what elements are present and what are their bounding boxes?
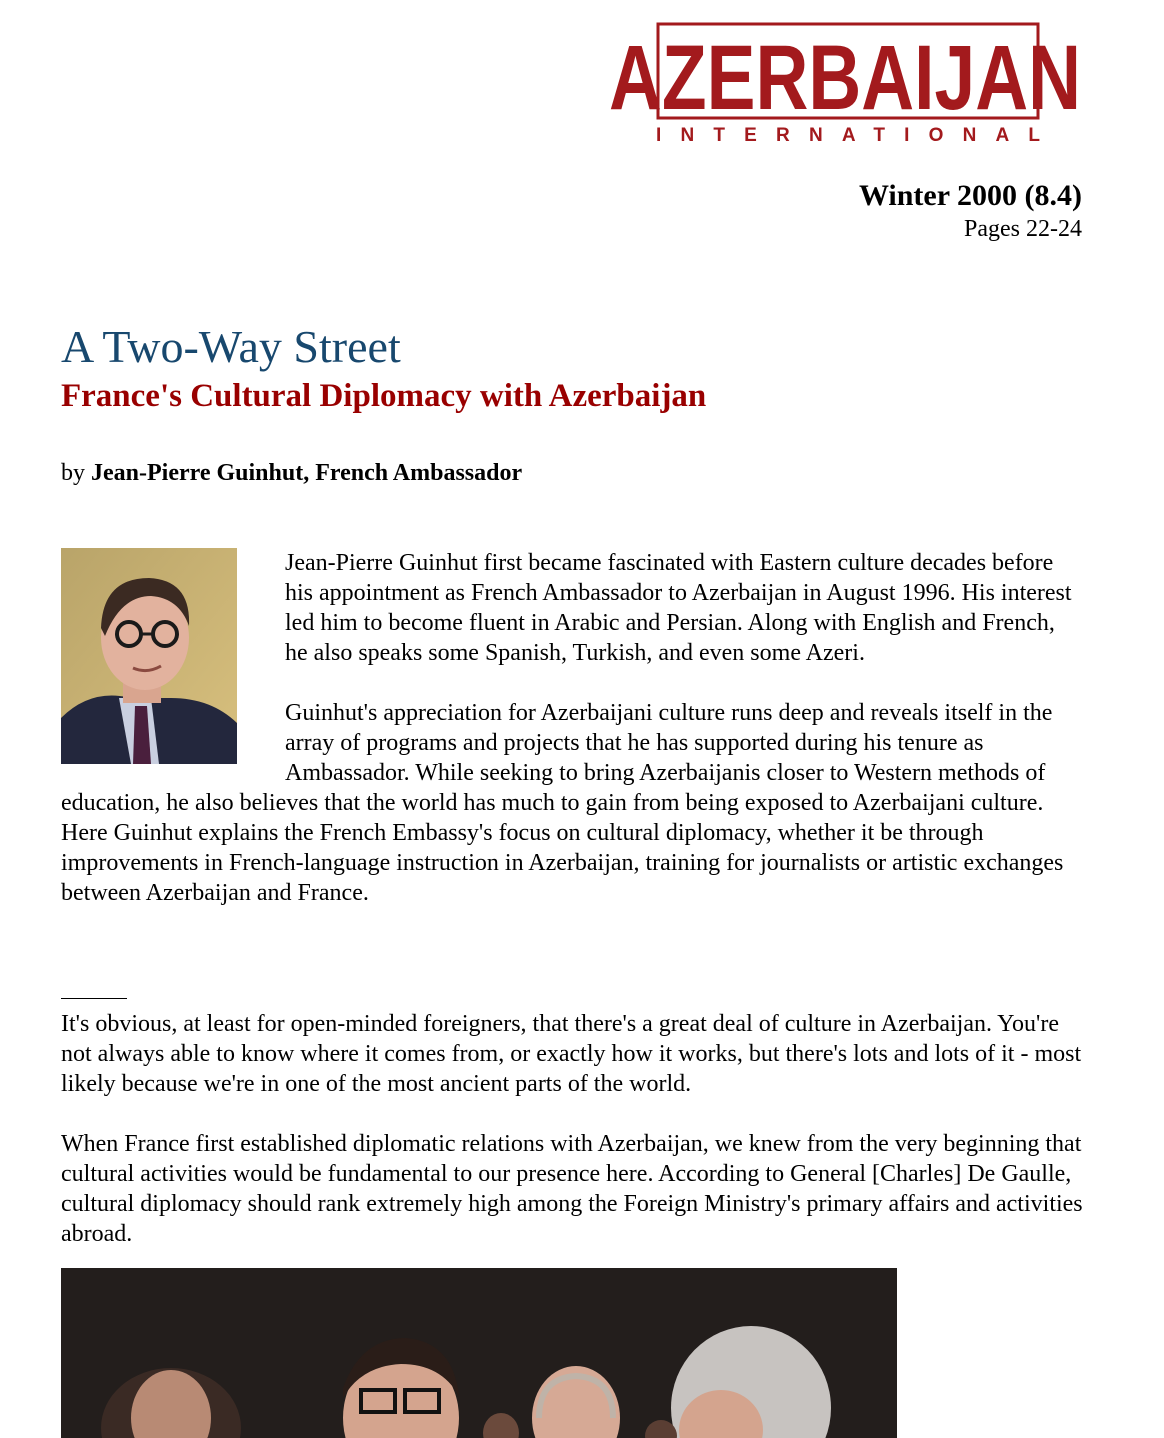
issue-info bbox=[859, 178, 1082, 244]
ambassador-portrait-image bbox=[61, 548, 237, 764]
intro-paragraph: Jean-Pierre Guinhut first became fascinated with Eastern culture decades before his appointment as French Ambassador to Azerbaijan in August 1996. His interest led him to become fluent in Arabic and Persian. Along with English and French, he also speaks some Spanish, Turkish, and even some Azeri. bbox=[285, 550, 1072, 666]
byline-author: Jean-Pierre Guinhut, French Ambassador bbox=[91, 460, 523, 486]
issue-title: Winter 2000 (8.4) bbox=[858, 179, 1082, 212]
byline-prefix: by bbox=[61, 460, 85, 486]
article-body bbox=[61, 548, 1083, 1279]
body-paragraph: When France first established diplomatic relations with Azerbaijan, we knew from the very beginning that cultural activities would be fundamental to our presence here. According to General [Charles] De Gaulle, cultural diplomacy should rank extremely high among the Foreign Ministry's primary affairs and activities abroad. bbox=[61, 1131, 1083, 1247]
intro-paragraph: Guinhut's appreciation for Azerbaijani culture runs deep and reveals itself in the array of programs and projects that he has supported during his tenure as Ambassador. While seeking to bring Azerbaijanis closer to Western methods of education, he also believes that the world has much to gain from being exposed to Azerbaijani culture. Here Guinhut explains the French Embassy's focus on cultural diplomacy, whether it be through improvements in French-language instruction in Azerbaijan, training for journalists or artistic exchanges between Azerbaijan and France. bbox=[61, 700, 1064, 906]
body-paragraph: It's obvious, at least for open-minded foreigners, that there's a great deal of culture in Azerbaijan. You're not always able to know where it comes from, or exactly how it works, but there's lots and lots of it - most likely because we're in one of the most ancient parts of the world. bbox=[61, 1011, 1082, 1097]
issue-pages: Pages 22-24 bbox=[964, 216, 1082, 242]
intro-section bbox=[61, 548, 1083, 938]
magazine-logo[interactable] bbox=[606, 22, 1084, 147]
section-separator bbox=[61, 998, 127, 999]
byline bbox=[61, 456, 522, 490]
article-subtitle: France's Cultural Diplomacy with Azerbaijan bbox=[61, 378, 707, 414]
group-photo-image bbox=[61, 1268, 897, 1438]
article-title: A Two-Way Street bbox=[61, 321, 401, 372]
logo-subtext: INTERNATIONAL bbox=[656, 125, 1040, 146]
logo-text: AZERBAIJAN bbox=[609, 27, 1081, 129]
